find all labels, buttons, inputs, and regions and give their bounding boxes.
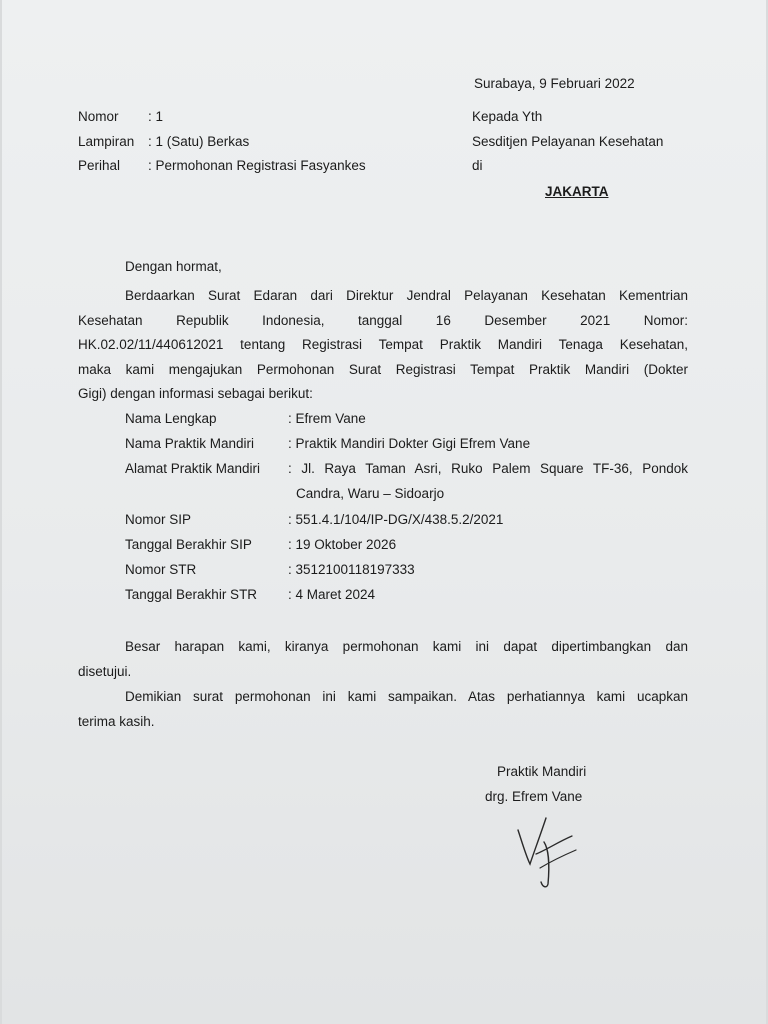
str-expiry-label: Tanggal Berakhir STR <box>125 587 258 602</box>
alamat-value-line-2: Candra, Waru – Sidoarjo <box>296 486 445 501</box>
letter-page <box>2 0 766 1024</box>
salutation: Dengan hormat, <box>125 259 222 274</box>
str-expiry-value: : 4 Maret 2024 <box>288 587 376 602</box>
signature-org: Praktik Mandiri <box>497 764 587 779</box>
place-date: Surabaya, 9 Februari 2022 <box>474 76 635 91</box>
closing-line-3: Demikian surat permohonan ini kami sampaikan. Atas perhatiannya kami ucapkan <box>125 689 688 704</box>
perihal-value: : Permohonan Registrasi Fasyankes <box>148 158 366 173</box>
sip-expiry-label: Tanggal Berakhir SIP <box>125 537 252 552</box>
closing-line-1: Besar harapan kami, kiranya permohonan kami ini dapat dipertimbangkan dan <box>125 639 688 654</box>
nomor-label: Nomor <box>78 109 119 124</box>
body-line-5: Gigi) dengan informasi sebagai berikut: <box>78 386 313 401</box>
recipient-line-3: di <box>472 158 483 173</box>
recipient-line-1: Kepada Yth <box>472 109 543 124</box>
alamat-label: Alamat Praktik Mandiri <box>125 461 261 476</box>
body-line-1: Berdaarkan Surat Edaran dari Direktur Jendral Pelayanan Kesehatan Kementrian <box>125 288 688 303</box>
str-label: Nomor STR <box>125 562 197 577</box>
body-line-4: maka kami mengajukan Permohonan Surat Registrasi Tempat Praktik Mandiri (Dokter <box>78 362 688 377</box>
str-value: : 3512100118197333 <box>288 562 415 577</box>
nomor-value: : 1 <box>148 109 164 124</box>
body-line-2: Kesehatan Republik Indonesia, tanggal 16 Desember 2021 Nomor: <box>78 313 688 328</box>
nama-label: Nama Lengkap <box>125 411 217 426</box>
recipient-line-2: Sesditjen Pelayanan Kesehatan <box>472 134 664 149</box>
signature-name: drg. Efrem Vane <box>485 789 583 804</box>
closing-line-4: terima kasih. <box>78 714 155 729</box>
sip-value: : 551.4.1/104/IP-DG/X/438.5.2/2021 <box>288 512 504 527</box>
perihal-label: Perihal <box>78 158 121 173</box>
closing-line-2: disetujui. <box>78 664 132 679</box>
body-line-3: HK.02.02/11/440612021 tentang Registrasi Tempat Praktik Mandiri Tenaga Kesehatan, <box>78 337 688 352</box>
praktik-label: Nama Praktik Mandiri <box>125 436 255 451</box>
alamat-value-line-1: : Jl. Raya Taman Asri, Ruko Palem Square TF-36, Pondok <box>288 461 688 476</box>
sip-expiry-value: : 19 Oktober 2026 <box>288 537 397 552</box>
lampiran-value: : 1 (Satu) Berkas <box>148 134 250 149</box>
recipient-city: JAKARTA <box>545 184 609 199</box>
handwritten-signature <box>510 812 590 892</box>
nama-value: : Efrem Vane <box>288 411 366 426</box>
praktik-value: : Praktik Mandiri Dokter Gigi Efrem Vane <box>288 436 531 451</box>
sip-label: Nomor SIP <box>125 512 192 527</box>
lampiran-label: Lampiran <box>78 134 135 149</box>
